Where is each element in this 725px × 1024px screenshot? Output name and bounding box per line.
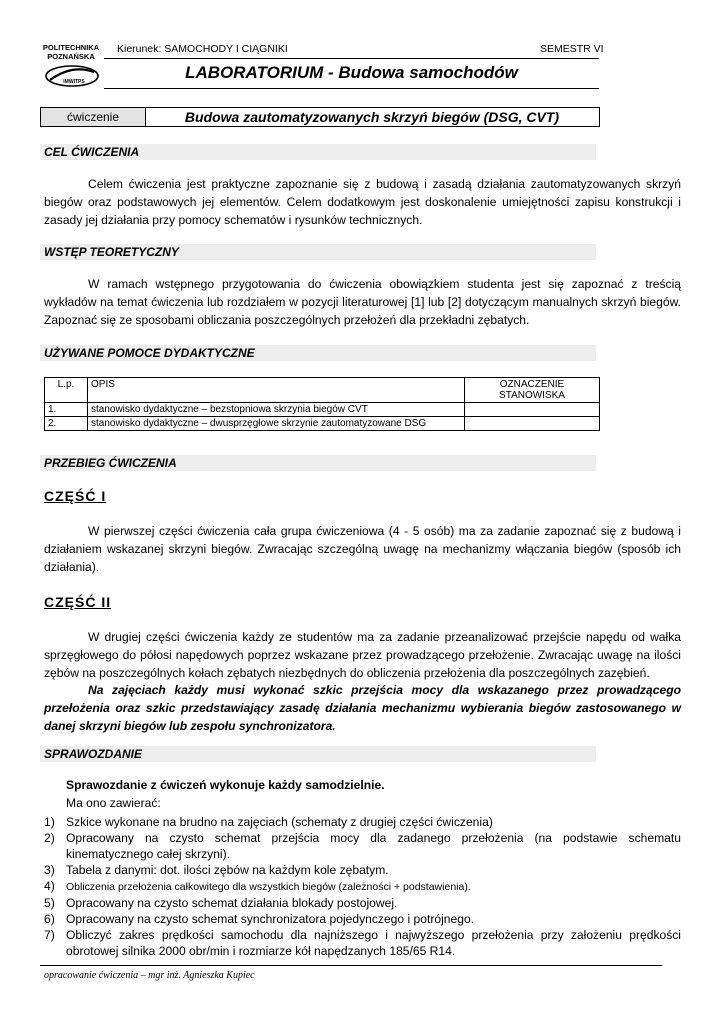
list-item: 4) Obliczenia przełożenia całkowitego dla wszystkich biegów (zależności + podstawienia). <box>44 879 471 893</box>
exercise-label: ćwiczenie <box>41 108 146 126</box>
part2-emphasis: Na zajęciach każdy musi wykonać szkic przejścia mocy dla wskazanego przez prowadzącego przełożenia oraz szkic przedstawiający zasadę działania mechanizmu wybierania biegów zastosowanego w danej skrzyni biegów lub zespołu synchronizatora. <box>44 683 681 733</box>
logo-mark: IMWITPS <box>63 79 85 85</box>
intro-text: W ramach wstępnego przygotowania do ćwiczenia obowiązkiem studenta jest się zapoznać z treścią wykładów na temat ćwiczenia lub rozdziałem w pozycji literaturowej [1] lub [2] dotyczącym manualnych skrzyń biegów. Zapoznać się ze sposobami obliczania poszczególnych przełożeń dla przekładni zębatych. <box>44 277 681 327</box>
part2-title: CZĘŚĆ II <box>44 594 112 610</box>
table-header: L.p. <box>45 378 88 403</box>
table-row <box>45 403 600 417</box>
part1-text: W pierwszej części ćwiczenia cała grupa ćwiczeniowa (4 - 5 osób) ma za zadanie zapoznać się z budową i działaniem wskazanej skrzyni biegów. Zwracając szczególną uwagę na mechanizmy włączania biegów (sposób ich działania). <box>44 524 681 574</box>
part2-text: W drugiej części ćwiczenia każdy ze studentów ma za zadanie przeanalizować przejście napędu od wałka sprzęgłowego do półosi napędowych poprzez wskazane przez prowadzącego przełożenie. Zwracając uwagę na ilości zębów na poszczególnych kołach zębatych niezbędnych do obliczenia przełożenia dla poszczególnych zazębień. <box>44 630 681 680</box>
course-name: Kierunek: SAMOCHODY I CIĄGNIKI <box>117 43 288 55</box>
section-intro-header: WSTĘP TEORETYCZNY <box>40 244 596 260</box>
table-cell: stanowisko dydaktyczne – bezstopniowa skrzynia biegów CVT <box>88 403 465 417</box>
table-cell: 2. <box>45 417 88 431</box>
exercise-title-box <box>40 107 600 127</box>
semester: SEMESTR VI <box>540 43 604 55</box>
report-intro-bold: Sprawozdanie z ćwiczeń wykonuje każdy samodzielnie. <box>66 778 385 792</box>
table-header: OPIS <box>88 378 465 403</box>
logo-line1: POLITECHNIKA <box>42 43 100 52</box>
logo-emblem-icon <box>44 62 100 88</box>
goal-text: Celem ćwiczenia jest praktyczne zapoznanie się z budową i zasadą działania zautomatyzowanych skrzyń biegów oraz podstawowych jej elementów. Celem dodatkowym jest doskonalenie umiejętności zapisu konstrukcji i zasady jej działania przy pomocy schematów i rysunków technicznych. <box>44 177 681 227</box>
table-cell <box>465 403 600 417</box>
footer-author: opracowanie ćwiczenia – mgr inż. Agnieszka Kupiec <box>44 970 255 981</box>
table-cell: stanowisko dydaktyczne – dwusprzęgłowe skrzynie zautomatyzowane DSG <box>88 417 465 431</box>
logo-line2: POZNAŃSKA <box>47 52 95 61</box>
section-goal-header: CEL ĆWICZENIA <box>40 144 596 160</box>
section-report-header: SPRAWOZDANIE <box>40 746 596 762</box>
list-item: 1) Szkice wykonane na brudno na zajęciach (schematy z drugiej części ćwiczenia) <box>44 815 493 829</box>
table-header-row <box>45 378 600 403</box>
table-header: OZNACZENIE STANOWISKA <box>465 378 600 403</box>
list-item: 6) Opracowany na czysto schemat synchronizatora pojedynczego i potrójnego. <box>44 912 475 926</box>
part1-title: CZĘŚĆ I <box>44 488 107 504</box>
aids-table <box>44 377 600 431</box>
table-row <box>45 417 600 431</box>
table-cell: 1. <box>45 403 88 417</box>
list-item: 7) Obliczyć zakres prędkości samochodu dla najniższego i najwyższego przełożenia przy założeniu prędkości obrotowej silnika 2000 obr/min i rozmiarze kół napędzanych 185/65 R14. <box>44 928 681 958</box>
table-cell <box>465 417 600 431</box>
footer-divider <box>40 965 662 966</box>
header-divider-bottom <box>104 88 599 89</box>
section-aids-header: UŻYWANE POMOCE DYDAKTYCZNE <box>40 345 596 361</box>
list-item: 2) Opracowany na czysto schemat przejścia mocy dla zadanego przełożenia (na podstawie schematu kinematycznego całej skrzyni). <box>44 831 681 861</box>
header-divider <box>104 58 599 59</box>
report-intro: Ma ono zawierać: <box>66 796 161 810</box>
list-item: 5) Opracowany na czysto schemat działania blokady postojowej. <box>44 896 398 910</box>
section-course-header: PRZEBIEG ĆWICZENIA <box>40 455 596 471</box>
list-item: 3) Tabela z danymi: dot. ilości zębów na każdym kole zębatym. <box>44 863 389 877</box>
exercise-title: Budowa zautomatyzowanych skrzyń biegów (DSG, CVT) <box>184 109 560 125</box>
university-logo <box>40 40 102 90</box>
lab-title: LABORATORIUM - Budowa samochodów <box>185 63 518 82</box>
report-items-list <box>44 814 681 959</box>
